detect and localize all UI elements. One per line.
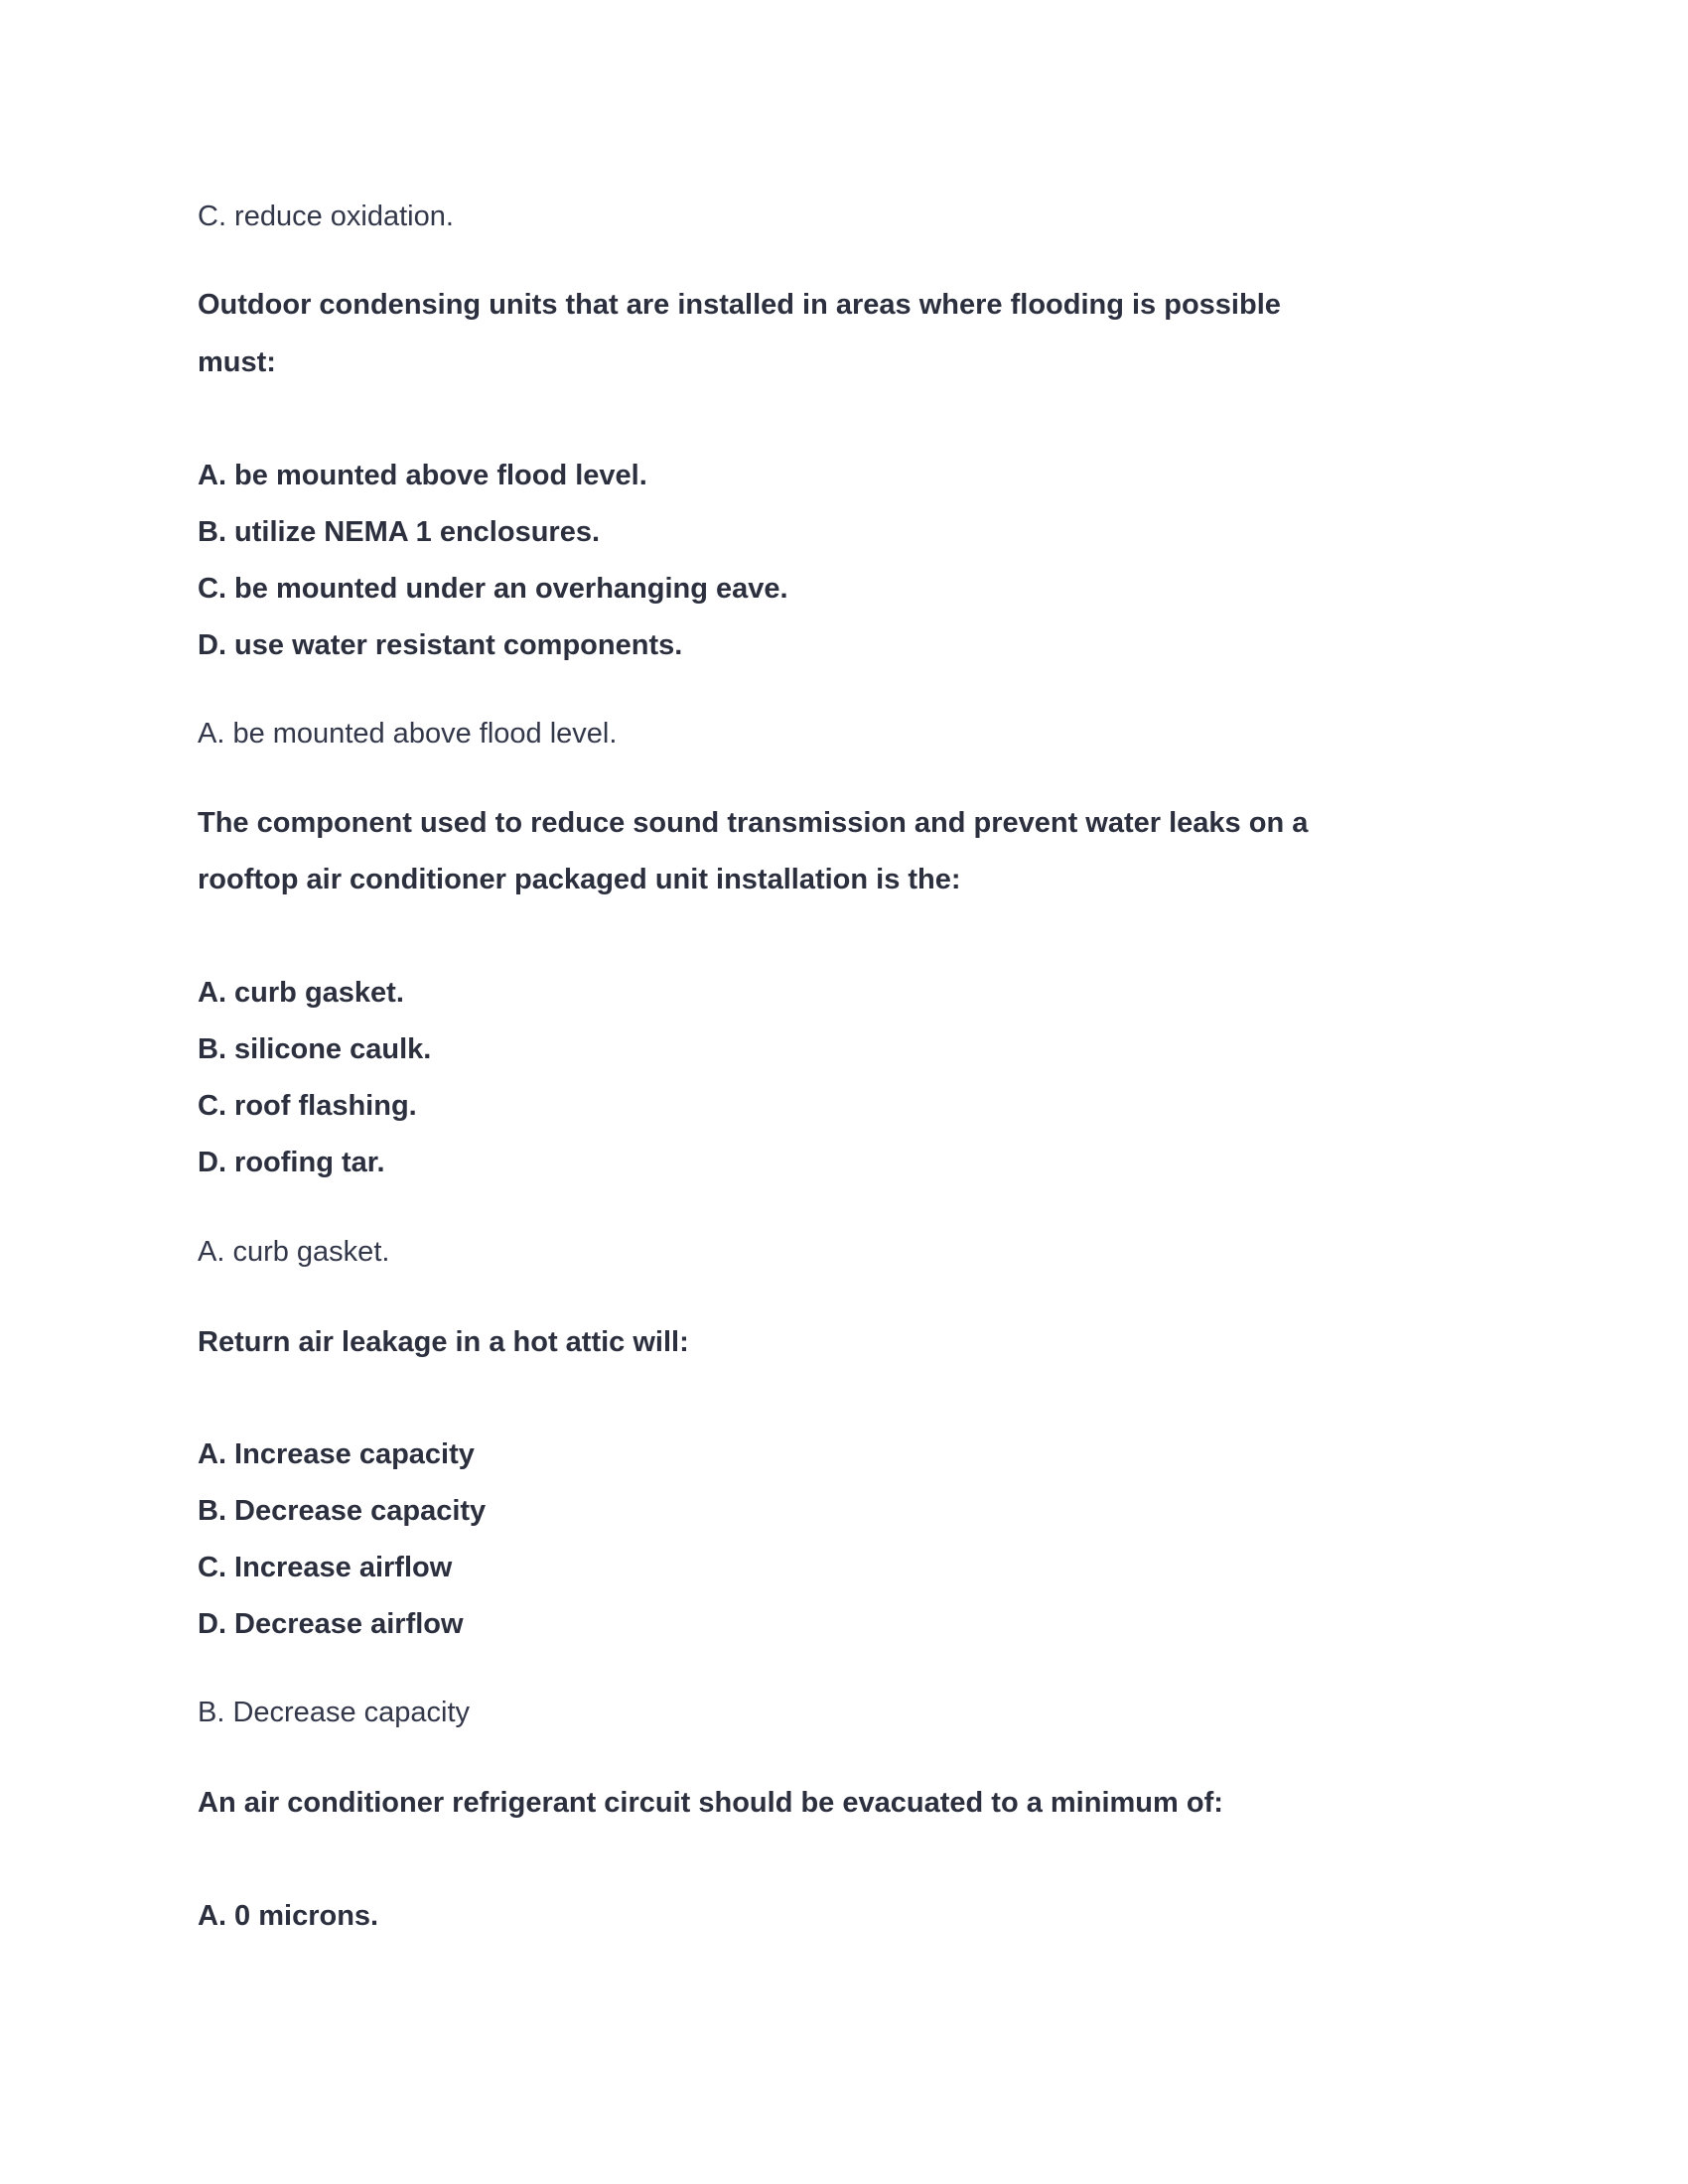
answer-text: A. curb gasket. [198,1236,390,1268]
option-d: D. Decrease airflow [198,1608,464,1640]
option-c: C. be mounted under an overhanging eave. [198,573,788,605]
option-a: A. 0 microns. [198,1900,379,1932]
answer-text: A. be mounted above flood level. [198,718,618,750]
question-text: The component used to reduce sound transmission and prevent water leaks on a [198,807,1309,839]
option-a: A. curb gasket. [198,977,404,1009]
option-b: B. Decrease capacity [198,1495,487,1527]
question-text: An air conditioner refrigerant circuit should be evacuated to a minimum of: [198,1787,1223,1819]
option-a: A. Increase capacity [198,1438,475,1470]
answer-text: C. reduce oxidation. [198,201,454,232]
option-d: D. use water resistant components. [198,629,683,661]
question-text: Return air leakage in a hot attic will: [198,1326,689,1358]
question-text: must: [198,346,276,378]
option-c: C. Increase airflow [198,1552,453,1583]
option-c: C. roof flashing. [198,1090,417,1122]
option-b: B. utilize NEMA 1 enclosures. [198,516,601,548]
question-text: rooftop air conditioner packaged unit installation is the: [198,864,961,895]
option-b: B. silicone caulk. [198,1033,432,1065]
option-a: A. be mounted above flood level. [198,460,647,491]
answer-text: B. Decrease capacity [198,1697,471,1728]
question-text: Outdoor condensing units that are installed in areas where flooding is possible [198,289,1281,321]
option-d: D. roofing tar. [198,1147,385,1178]
